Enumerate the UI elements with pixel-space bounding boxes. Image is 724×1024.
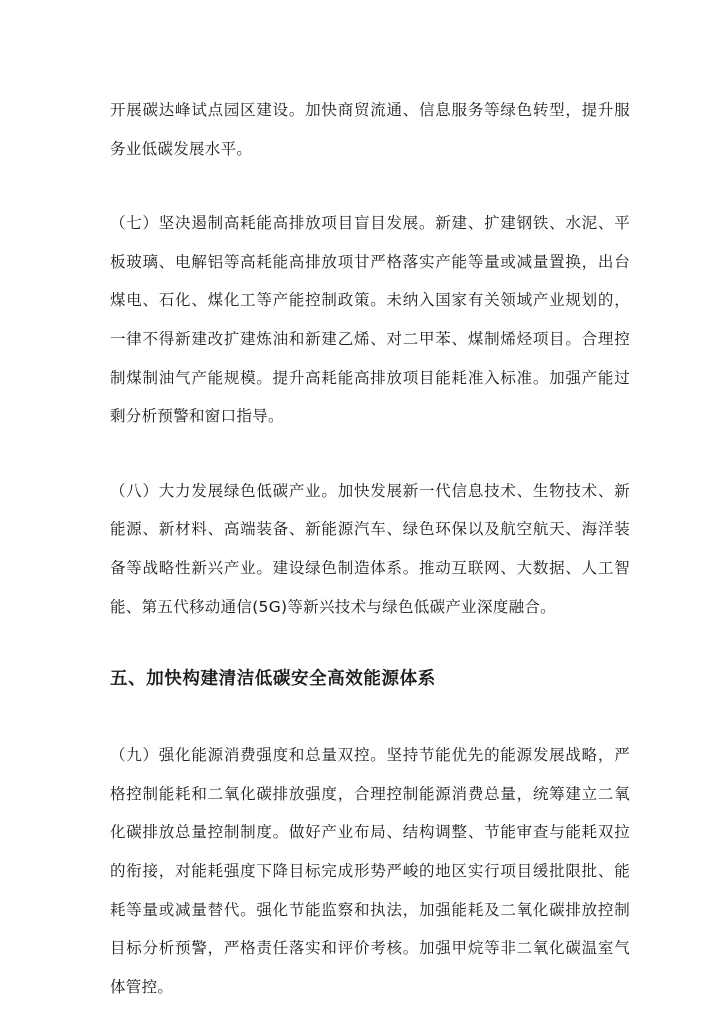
paragraph-nine: （九）强化能源消费强度和总量双控。坚持节能优先的能源发展战略，严格控制能耗和二氧化碳排放强度，合理控制能源消费总量，统筹建立二氧化碳排放总量控制制度。做好产业布局、结构调整、节能审查与能耗双拉的衔接，对能耗强度下降目标完成形势严峻的地区实行项目缓批限批、能耗等量或减量替代。强化节能监察和执法，加强能耗及二氧化碳排放控制目标分析预警，严格责任落实和评价考核。加强甲烷等非二氧化碳温室气体管控。 [110,746,630,996]
document-page [110,91,630,1006]
paragraph-seven: （七）坚决遏制高耗能高排放项目盲目发展。新建、扩建钢铁、水泥、平板玻璃、电解铝等高耗能高排放项甘严格落实产能等量或减量置换，出台煤电、石化、煤化工等产能控制政策。未纳入国家有关领域产业规划的，一律不得新建改扩建炼油和新建乙烯、对二甲苯、煤制烯烃项目。合理控制煤制油气产能规模。提升高耗能高排放项目能耗准入标准。加强产能过剩分析预警和窗口指导。 [110,214,630,426]
section-heading: 五、加快构建清洁低碳安全高效能源体系 [110,669,436,690]
paragraph-eight: （八）大力发展绿色低碳产业。加快发展新一代信息技术、生物技术、新能源、新材料、高端装备、新能源汽车、绿色环保以及航空航天、海洋装备等战略性新兴产业。建设绿色制造体系。推动互联网、大数据、人工智能、第五代移动通信(5G)等新兴技术与绿色低碳产业深度融合。 [110,481,630,616]
paragraph-service-industry: 开展碳达峰试点园区建设。加快商贸流通、信息服务等绿色转型，提升服务业低碳发展水平。 [110,101,630,158]
